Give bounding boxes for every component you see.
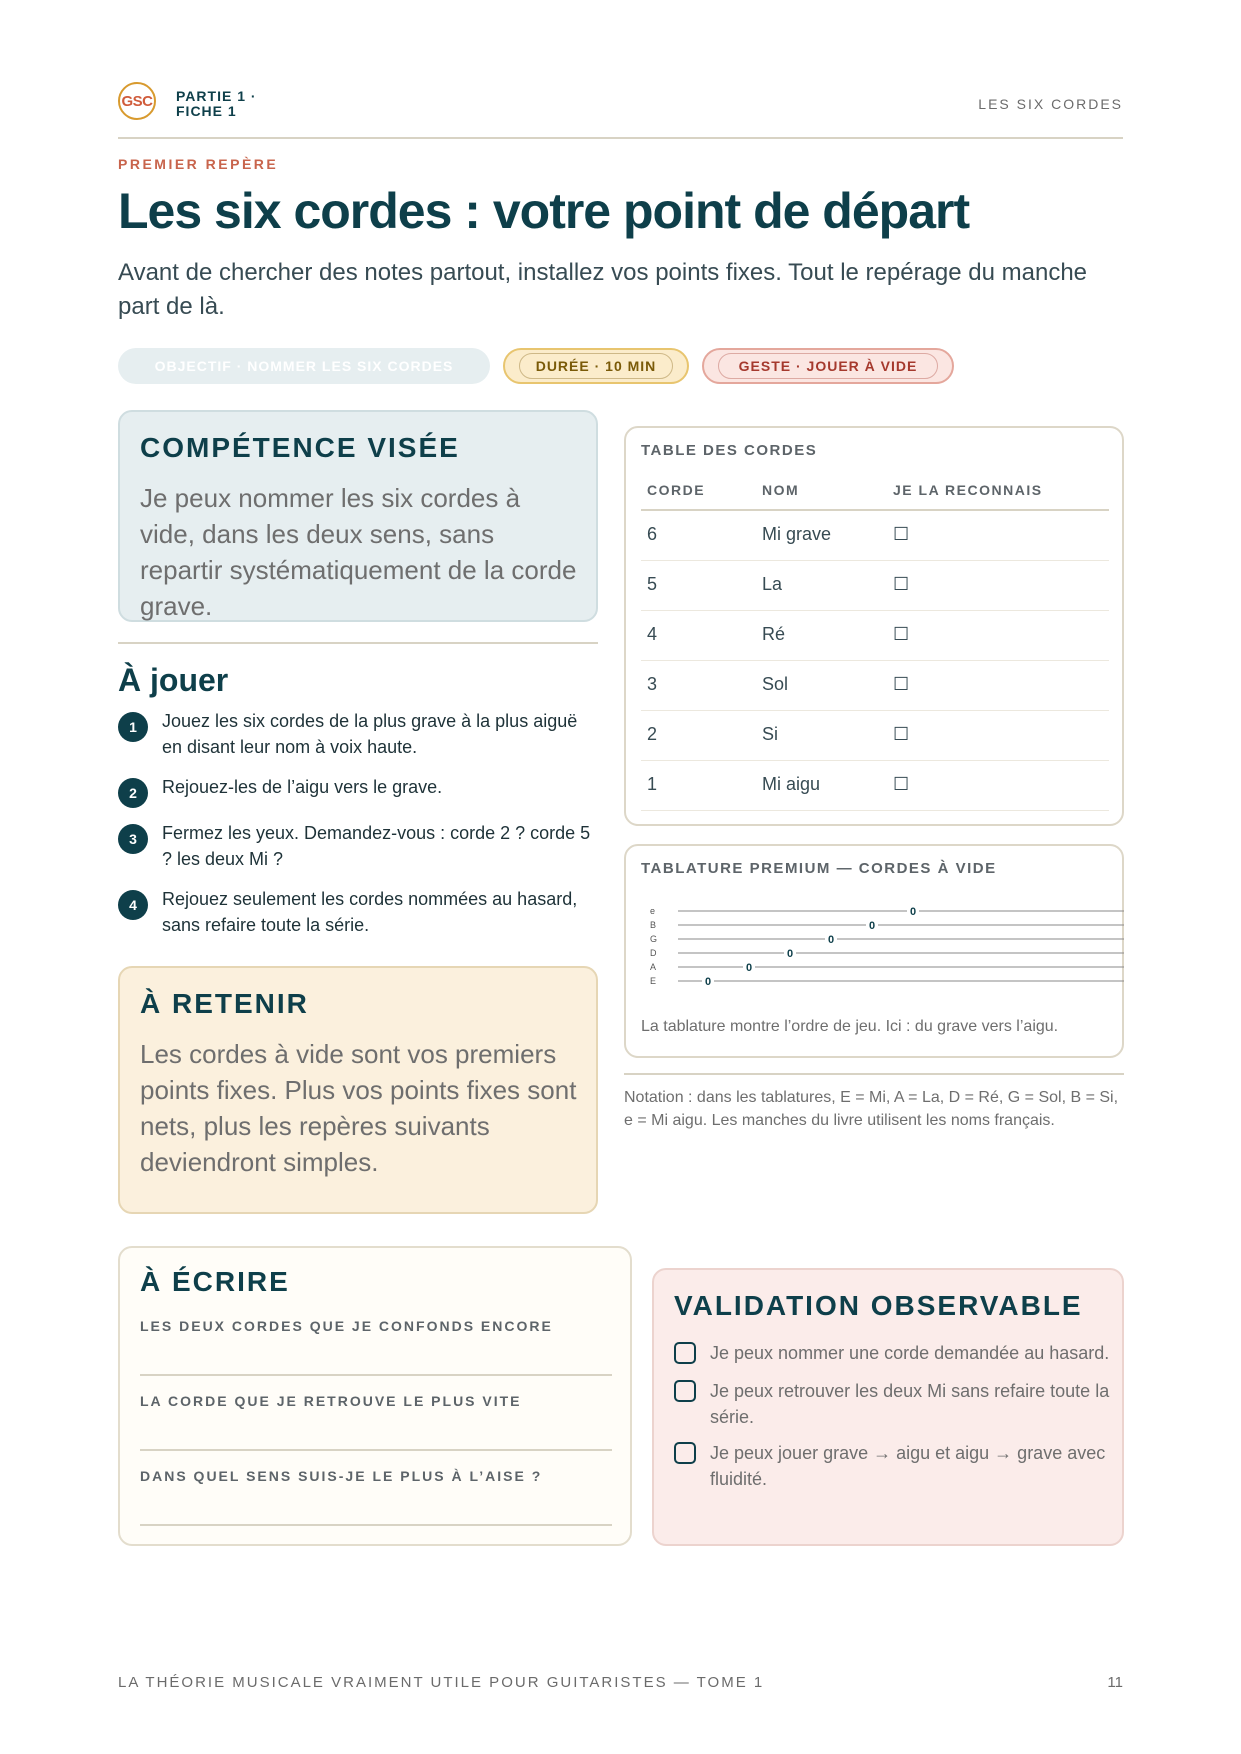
tablature-staff xyxy=(648,900,1128,990)
duration-pill-label: DURÉE · 10 MIN xyxy=(535,358,657,374)
table-row xyxy=(641,711,1109,761)
tab-string-label: B xyxy=(650,920,657,930)
tab-string-label: G xyxy=(650,934,658,944)
step-text: Fermez les yeux. Demandez-vous : corde 2 ? corde 5 ? les deux Mi ? xyxy=(162,823,591,869)
gesture-pill xyxy=(702,348,954,384)
page-title: Les six cordes : votre point de départ xyxy=(118,183,970,239)
step-number: 2 xyxy=(118,778,148,808)
step-number: 1 xyxy=(118,712,148,742)
play-step xyxy=(118,820,598,872)
column-header: CORDE xyxy=(647,482,706,498)
tab-string-label: D xyxy=(650,948,657,958)
header-divider xyxy=(118,137,1123,139)
part-label: PARTIE 1 · FICHE 1 xyxy=(176,88,257,119)
running-head: LES SIX CORDES xyxy=(978,96,1123,112)
string-name: Ré xyxy=(762,624,786,644)
write-line[interactable] xyxy=(140,1374,612,1376)
string-number: 4 xyxy=(647,624,658,644)
retain-text: Les cordes à vide sont vos premiers points fixes. Plus vos points fixes sont nets, plus les repères suivants deviendront simples. xyxy=(140,1039,577,1177)
validation-item xyxy=(674,1440,1114,1492)
logo: GSC xyxy=(118,82,156,120)
strings-table-caption: TABLE DES CORDES xyxy=(641,442,818,459)
recognize-checkbox[interactable]: ☐ xyxy=(893,624,910,644)
string-number: 5 xyxy=(647,574,658,594)
play-step xyxy=(118,708,598,760)
write-prompt: DANS QUEL SENS SUIS-JE LE PLUS À L’AISE ? xyxy=(140,1468,543,1484)
recognize-checkbox[interactable]: ☐ xyxy=(893,524,910,544)
tab-fret: 0 xyxy=(704,976,712,988)
recognize-checkbox[interactable]: ☐ xyxy=(893,574,910,594)
recognize-checkbox[interactable]: ☐ xyxy=(893,774,910,794)
tab-string-label: A xyxy=(650,962,657,972)
page-number: 11 xyxy=(1107,1674,1123,1691)
table-row xyxy=(641,611,1109,661)
footer-book-title: LA THÉORIE MUSICALE VRAIMENT UTILE POUR GUITARISTES — TOME 1 xyxy=(118,1674,765,1691)
tab-fret: 0 xyxy=(786,948,794,960)
validation-text: Je peux retrouver les deux Mi sans refaire toute la série. xyxy=(710,1381,1110,1427)
tab-string-label: E xyxy=(650,976,657,986)
competence-text: Je peux nommer les six cordes à vide, dans les deux sens, sans repartir systématiquement de la corde grave. xyxy=(140,483,577,621)
table-row xyxy=(641,561,1109,611)
tab-fret: 0 xyxy=(909,906,917,918)
objective-pill-label: OBJECTIF · NOMMER LES SIX CORDES xyxy=(154,358,454,374)
string-name: Mi grave xyxy=(762,524,832,544)
play-step xyxy=(118,886,598,938)
recognize-checkbox[interactable]: ☐ xyxy=(893,724,910,744)
notation-note: Notation : dans les tablatures, E = Mi, A = La, D = Ré, G = Sol, B = Si, e = Mi aigu. Les manches du livre utilisent les noms français. xyxy=(624,1089,1119,1129)
validation-item xyxy=(674,1378,1114,1430)
write-prompt: LA CORDE QUE JE RETROUVE LE PLUS VITE xyxy=(140,1393,522,1409)
tablature-note: La tablature montre l’ordre de jeu. Ici : du grave vers l’aigu. xyxy=(641,1018,1059,1035)
table-row xyxy=(641,511,1109,561)
validation-checkbox[interactable] xyxy=(674,1442,696,1464)
step-text: Rejouez seulement les cordes nommées au hasard, sans refaire toute la série. xyxy=(162,889,578,935)
write-heading: À ÉCRIRE xyxy=(140,1266,290,1297)
tab-fret: 0 xyxy=(868,920,876,932)
tab-string-label: e xyxy=(650,906,656,916)
table-row xyxy=(641,761,1109,811)
string-number: 2 xyxy=(647,724,658,744)
step-text: Jouez les six cordes de la plus grave à la plus aiguë en disant leur nom à voix haute. xyxy=(162,711,578,757)
table-row xyxy=(641,661,1109,711)
write-line[interactable] xyxy=(140,1524,612,1526)
string-number: 1 xyxy=(647,774,658,794)
play-step xyxy=(118,774,598,808)
validation-heading: VALIDATION OBSERVABLE xyxy=(674,1290,1083,1321)
duration-pill xyxy=(503,348,689,384)
tab-fret: 0 xyxy=(745,962,753,974)
string-number: 6 xyxy=(647,524,658,544)
retain-heading: À RETENIR xyxy=(140,988,309,1019)
column-header: JE LA RECONNAIS xyxy=(893,482,1043,498)
validation-checkbox[interactable] xyxy=(674,1380,696,1402)
validation-checkbox[interactable] xyxy=(674,1342,696,1364)
step-number: 3 xyxy=(118,824,148,854)
string-number: 3 xyxy=(647,674,658,694)
column-header: NOM xyxy=(762,482,800,498)
string-name: Mi aigu xyxy=(762,774,821,794)
step-number: 4 xyxy=(118,890,148,920)
validation-text: Je peux jouer grave → aigu et aigu → grave avec fluidité. xyxy=(710,1443,1106,1489)
section-divider xyxy=(118,642,598,644)
eyebrow: PREMIER REPÈRE xyxy=(118,156,279,172)
tab-fret: 0 xyxy=(827,934,835,946)
validation-item xyxy=(674,1340,1114,1366)
competence-heading: COMPÉTENCE VISÉE xyxy=(140,432,460,463)
notation-divider xyxy=(624,1073,1124,1075)
tablature-caption: TABLATURE PREMIUM — CORDES À VIDE xyxy=(641,860,997,877)
write-prompt: LES DEUX CORDES QUE JE CONFONDS ENCORE xyxy=(140,1318,553,1334)
lead-paragraph: Avant de chercher des notes partout, installez vos points fixes. Tout le repérage du manche part de là. xyxy=(118,259,1088,320)
recognize-checkbox[interactable]: ☐ xyxy=(893,674,910,694)
step-text: Rejouez-les de l’aigu vers le grave. xyxy=(162,777,443,797)
write-line[interactable] xyxy=(140,1449,612,1451)
string-name: La xyxy=(762,574,783,594)
validation-text: Je peux nommer une corde demandée au hasard. xyxy=(710,1343,1110,1363)
string-name: Si xyxy=(762,724,779,744)
gesture-pill-label: GESTE · JOUER À VIDE xyxy=(738,358,918,374)
play-heading: À jouer xyxy=(118,662,229,698)
objective-pill xyxy=(118,348,490,384)
string-name: Sol xyxy=(762,674,789,694)
